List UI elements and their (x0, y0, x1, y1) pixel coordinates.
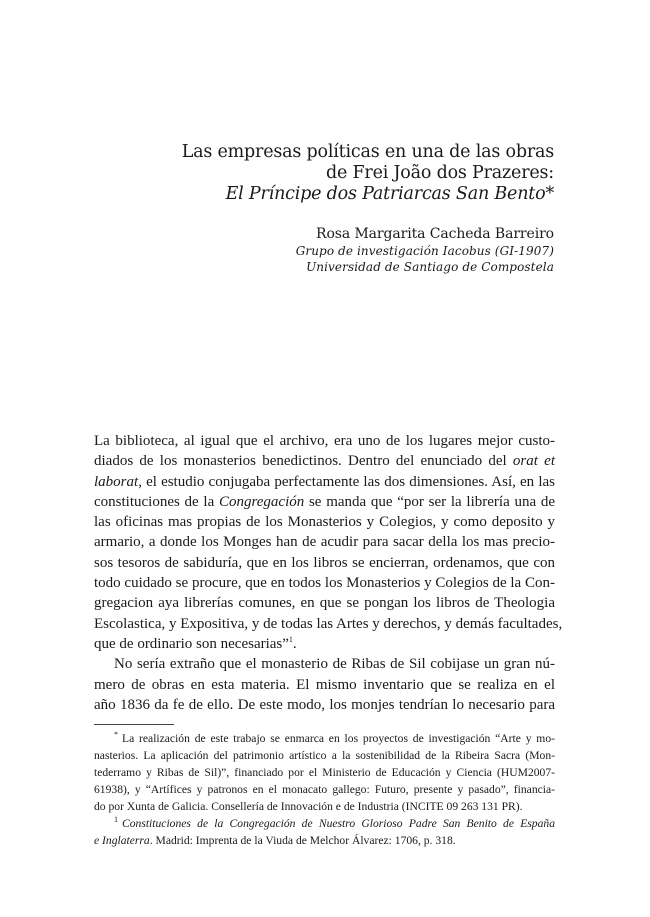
author-name: Rosa Margarita Cacheda Barreiro (316, 226, 554, 242)
footnote-mark-1: 1 (114, 815, 118, 825)
footnote-line: * La realización de este trabajo se enmarca en los proyectos de investigación “Arte y mo- (114, 730, 555, 745)
body-line: No sería extraño que el monasterio de Ribas de Sil cobijase un gran nú- (114, 656, 555, 673)
footnote-mark-star: * (114, 730, 118, 740)
body-line: mero de obras en esta materia. El mismo inventario que se realiza en el (94, 676, 555, 693)
body-text (94, 431, 563, 715)
footnote-line: do por Xunta de Galicia. Consellería de Innovación e de Industria (INCITE 09 263 131 PR). (94, 800, 523, 813)
affiliation-group: Grupo de investigación Iacobus (GI-1907) (295, 244, 554, 258)
affiliation-university: Universidad de Santiago de Compostela (306, 260, 554, 274)
body-line: las oficinas mas propias de los Monasterios y Colegios, y como deposito y (94, 514, 555, 531)
body-line: que de ordinario son necesarias”$^1$. (94, 634, 297, 652)
body-line: La biblioteca, al igual que el archivo, era uno de los lugares mejor custo- (94, 433, 555, 449)
author-block (94, 225, 554, 275)
footnote-ref-1[interactable]: 1 (288, 634, 293, 644)
article-title (94, 142, 554, 205)
footnote-line: tederramo y Ribas de Sil)”, financiado por el Ministerio de Educación y Ciencia (HUM2007- (94, 766, 555, 779)
body-line: sos tesoros de sabiduría, que en los libros se encierran, ordenamos, que con (94, 554, 555, 571)
title-line-2: de Frei João dos Prazeres: (325, 163, 554, 183)
footnote-divider (94, 724, 174, 725)
body-line: diados de los monasterios benedictinos. Dentro del enunciado del orat et (94, 453, 555, 470)
body-line: todo cuidado se procure, que en todos los Monasterios y Colegios de la Con- (94, 575, 555, 592)
title-line-1: Las empresas políticas en una de las obras (181, 142, 554, 162)
footnote-line: 61938), y “Artífices y patronos en el monacato gallego: Futuro, presente y pasado”, financia- (94, 783, 555, 796)
title-line-3: El Príncipe dos Patriarcas San Bento* (225, 184, 554, 204)
body-line: gregacion aya librerías comunes, en que se pongan los libros de Theologia (94, 595, 555, 612)
body-line: constituciones de la Congregación se manda que “por ser la librería una de (94, 493, 555, 510)
body-line: laborat, el estudio conjugaba perfectamente las dos dimensiones. Así, en las (94, 473, 555, 490)
body-line: armario, a donde los Monges han de acudir para sacar della los mas precio- (94, 534, 555, 551)
footnotes (94, 730, 555, 849)
footnote-line: e Inglaterra. Madrid: Imprenta de la Viuda de Melchor Álvarez: 1706, p. 318. (94, 834, 456, 847)
body-line: Escolastica, y Expositiva, y de todas las Artes y derechos, y demás facultades, (94, 615, 563, 632)
footnote-line: $^1$ Constituciones de la Congregación de Nuestro Glorioso Padre San Benito de España (114, 815, 555, 830)
footnote-line: nasterios. La aplicación del patrimonio artístico a la sostenibilidad de la Ribeira Sacra (Mon- (94, 749, 555, 762)
body-line: año 1836 da fe de ello. De este modo, los monjes tendrían lo necesario para (94, 696, 555, 713)
